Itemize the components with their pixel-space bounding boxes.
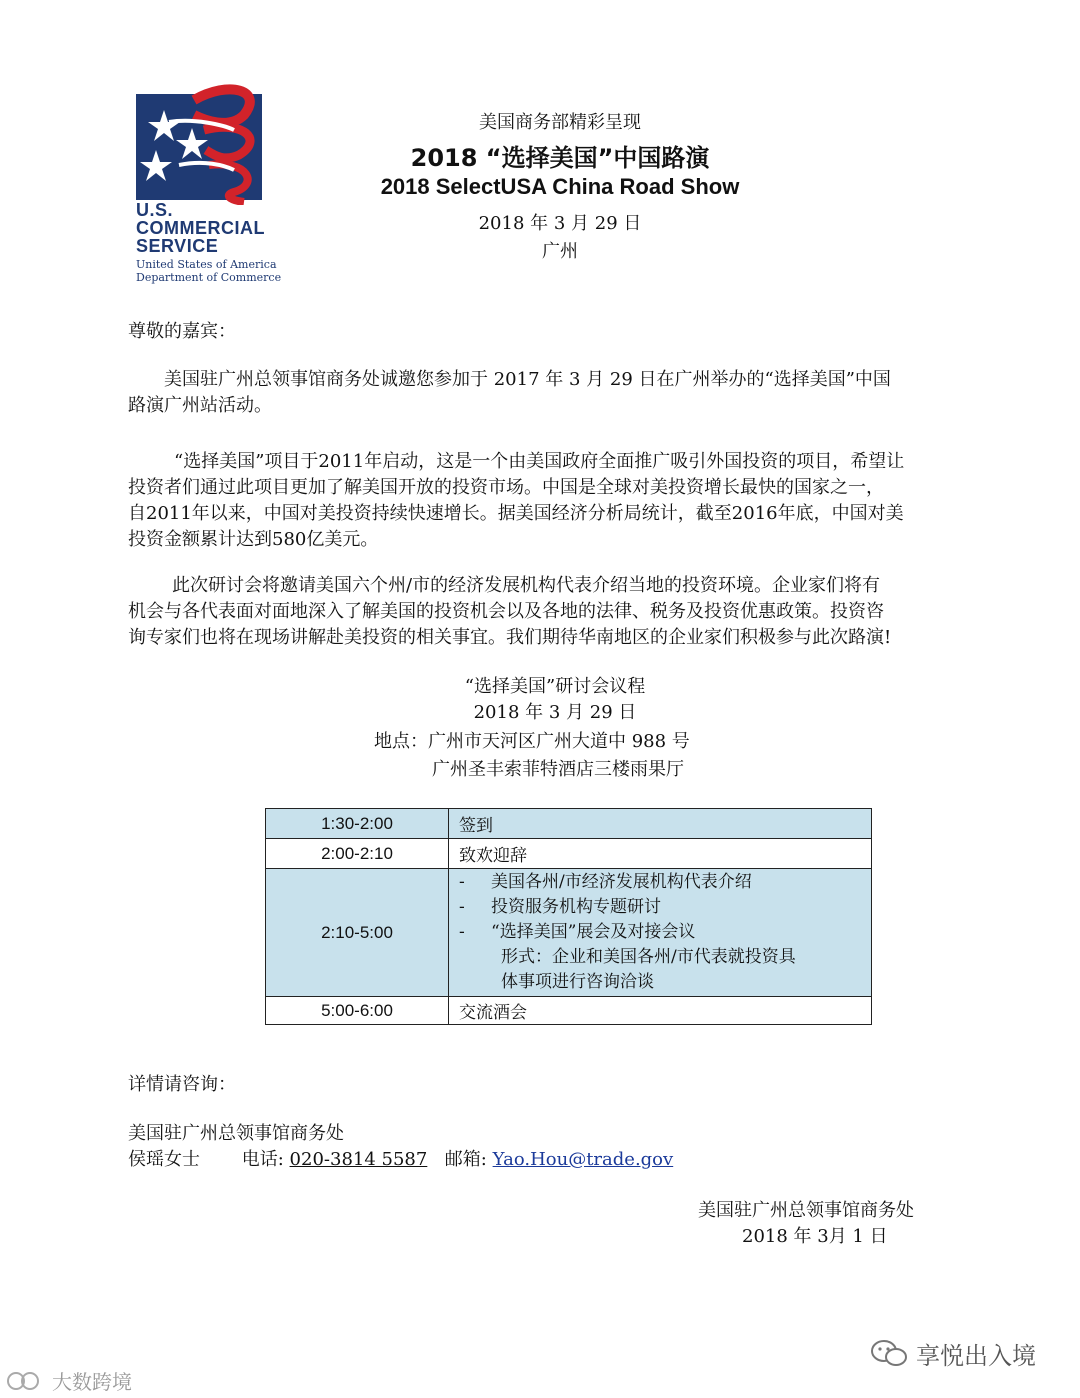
para2-line2: 投资者们通过此项目更加了解美国开放的投资市场。中国是全球对美投资增长最快的国家之一，	[128, 477, 884, 498]
email-link[interactable]: Yao.Hou@trade.gov	[492, 1149, 674, 1170]
activity-cell	[449, 869, 872, 997]
phone-label: 电话:	[241, 1149, 284, 1170]
time-cell: 2:00-2:10	[266, 839, 449, 869]
logo-service: SERVICE	[136, 236, 219, 256]
format-note-line2: 体事项进行咨询洽谈	[501, 972, 654, 992]
contact-line	[128, 1147, 673, 1173]
time-cell: 2:10-5:00	[266, 869, 449, 997]
para2-line4: 投资金额累计达到580亿美元。	[128, 529, 379, 550]
title-chinese: 2018 “选择美国”中国路演	[410, 144, 710, 172]
agenda-table	[265, 808, 872, 1025]
time-cell: 5:00-6:00	[266, 997, 449, 1025]
format-note-line1: 形式：企业和美国各州/市代表就投资具	[501, 947, 796, 967]
us-commercial-service-logo	[134, 80, 282, 290]
brand-mark-icon	[6, 1370, 46, 1392]
activity-cell: 交流酒会	[449, 997, 872, 1025]
watermark-left-text: 大数跨境	[52, 1370, 132, 1394]
watermark-right	[870, 1336, 1036, 1371]
para1-line2: 路演广州站活动。	[128, 395, 272, 416]
list-item: - 投资服务机构专题研讨	[459, 897, 661, 917]
event-date: 2018 年 3 月 29 日	[478, 213, 642, 234]
agenda-title: “选择美国”研讨会议程	[464, 676, 646, 697]
para2-line3: 自2011年以来，中国对美投资持续快速增长。据美国经济分析局统计，截至2016年底，中国对美	[128, 503, 904, 524]
logo-sub-doc: Department of Commerce	[136, 271, 282, 284]
para1-line1: 美国驻广州总领事馆商务处诚邀您参加于 2017 年 3 月 29 日在广州举办的“选择美国”中国	[164, 369, 891, 390]
table-row	[266, 997, 872, 1025]
activity-cell: 致欢迎辞	[449, 839, 872, 869]
salutation: 尊敬的嘉宾：	[128, 321, 236, 342]
email-label: 邮箱:	[444, 1149, 487, 1170]
table-row	[266, 809, 872, 839]
activity-cell: 签到	[449, 809, 872, 839]
signature-org: 美国驻广州总领事馆商务处	[698, 1200, 914, 1221]
para2-line1: “选择美国”项目于2011年启动，这是一个由美国政府全面推广吸引外国投资的项目，希望让	[174, 451, 905, 472]
paragraph-selectusa	[128, 449, 958, 553]
list-item: - “选择美国”展会及对接会议	[459, 922, 696, 942]
watermark-left	[6, 1366, 132, 1395]
title-english: 2018 SelectUSA China Road Show	[380, 174, 740, 199]
agenda-date: 2018 年 3 月 29 日	[473, 702, 637, 723]
event-city: 广州	[542, 241, 578, 262]
contact-person: 侯瑶女士	[128, 1149, 200, 1170]
logo-us: U.S.	[136, 200, 174, 220]
logo-sub-usa: United States of America	[136, 258, 277, 271]
contact-org: 美国驻广州总领事馆商务处	[128, 1123, 344, 1144]
logo-commercial: COMMERCIAL	[136, 218, 265, 238]
stars-stripes-emblem-icon	[134, 80, 274, 205]
para3-line1: 此次研讨会将邀请美国六个州/市的经济发展机构代表介绍当地的投资环境。企业家们将有	[172, 575, 881, 596]
list-item: - 美国各州/市经济发展机构代表介绍	[459, 872, 752, 892]
time-cell: 1:30-2:00	[266, 809, 449, 839]
para3-line2: 机会与各代表面对面地深入了解美国的投资机会以及各地的法律、税务及投资优惠政策。投资咨	[128, 601, 884, 622]
paragraph-seminar	[128, 573, 958, 651]
phone-number[interactable]: 020-3814 5587	[289, 1149, 428, 1170]
para3-line3: 询专家们也将在现场讲解赴美投资的相关事宜。我们期待华南地区的企业家们积极参与此次路演!	[128, 627, 892, 648]
paragraph-invitation	[128, 367, 958, 419]
signature-date: 2018 年 3月 1 日	[742, 1226, 888, 1247]
agenda-venue: 地点：广州市天河区广州大道中 988 号	[374, 731, 690, 752]
table-row	[266, 839, 872, 869]
contact-label: 详情请咨询：	[128, 1074, 236, 1095]
agenda-hotel: 广州圣丰索菲特酒店三楼雨果厅	[432, 759, 684, 780]
table-row	[266, 869, 872, 997]
presenter-line: 美国商务部精彩呈现	[479, 112, 641, 133]
watermark-right-text: 享悦出入境	[916, 1342, 1036, 1370]
wechat-icon	[870, 1339, 908, 1369]
